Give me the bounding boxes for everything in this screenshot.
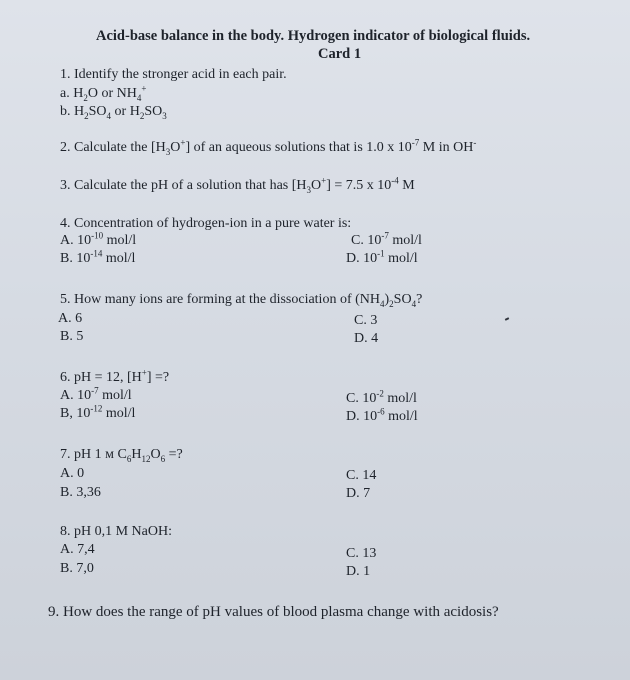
question-7-option-b: B. 3,36 [60, 485, 101, 500]
q4d-pre: D. 10 [346, 251, 378, 266]
q4a-pre: A. 10 [60, 233, 92, 248]
q4d-sup: -1 [377, 248, 385, 259]
q7-sub3: 6 [160, 453, 166, 464]
q7-part1: 7. pH 1 м C [60, 447, 127, 462]
question-7-stem [60, 447, 183, 463]
q1a-sub1: 2 [83, 92, 88, 103]
question-8-stem: 8. pH 0,1 M NaOH: [60, 524, 172, 539]
q4c-sup: -7 [381, 230, 389, 241]
question-5-option-b: B. 5 [60, 329, 84, 344]
q6-part1: 6. pH = 12, [H [60, 370, 142, 385]
q2-sup2: -7 [411, 137, 420, 148]
q4d-post: mol/l [384, 251, 418, 266]
q2-sub1: 3 [165, 146, 171, 157]
question-8-option-d: D. 1 [346, 564, 371, 579]
q1b-sub2: 4 [106, 110, 112, 121]
q7-part2: H [131, 447, 142, 462]
q6-part2: ] =? [146, 370, 170, 385]
q4c-pre: C. 10 [351, 233, 382, 248]
q5-part1: 5. How many ions are forming at the dissociation of (NH [60, 292, 380, 307]
question-1-stem: 1. Identify the stronger acid in each pair. [60, 67, 287, 82]
q4b-post: mol/l [102, 251, 136, 266]
question-4-option-a [60, 230, 137, 249]
q1b-mid2: or H [111, 104, 140, 119]
question-6-option-a [60, 385, 132, 404]
question-4-option-b [60, 248, 136, 267]
q2-part1: 2. Calculate the [H [60, 140, 166, 155]
q2-sup3: - [473, 137, 477, 148]
question-5-option-c: C. 3 [354, 313, 378, 328]
question-8-option-b: B. 7,0 [60, 561, 94, 576]
q6a-post: mol/l [98, 388, 132, 403]
q1b-sub4: 3 [162, 110, 167, 121]
q3-part2: O [311, 178, 322, 193]
q2-part2: O [170, 140, 181, 155]
q5-part2: ) [384, 292, 390, 307]
question-7-option-c: C. 14 [346, 468, 377, 483]
q5-sub1: 4 [380, 298, 385, 309]
q3-part1: 3. Calculate the pH of a solution that has [H [60, 178, 307, 193]
worksheet-title: Acid-base balance in the body. Hydrogen indicator of biological fluids. [96, 28, 531, 44]
question-6-option-d [346, 406, 418, 425]
q3-sub1: 3 [306, 184, 311, 195]
q6d-sup: -6 [377, 406, 385, 417]
q1b-sub1: 2 [84, 110, 89, 121]
question-3-stem [60, 175, 415, 195]
q6a-pre: A. 10 [60, 388, 92, 403]
question-6-option-c [346, 388, 417, 407]
q3-sup2: -4 [391, 175, 399, 186]
q5-sub3: 4 [411, 298, 417, 309]
q6b-sup: -12 [90, 403, 103, 414]
question-5-option-a: A. 6 [58, 311, 83, 326]
q6-sup1: + [141, 367, 147, 378]
question-6-option-b [60, 403, 136, 422]
question-5-option-d: D. 4 [354, 331, 379, 346]
question-9-stem: 9. How does the range of pH values of blood plasma change with acidosis? [48, 604, 499, 620]
q6d-pre: D. 10 [346, 409, 378, 424]
question-1-option-b [60, 104, 167, 120]
question-4-option-c [351, 230, 422, 249]
q5-part4: ? [416, 292, 423, 307]
question-4-stem: 4. Concentration of hydrogen-ion in a pure water is: [60, 216, 352, 231]
q7-sub2: 12 [141, 453, 151, 464]
card-label: Card 1 [318, 46, 362, 62]
q4b-sup: -14 [90, 248, 103, 259]
q6c-sup: -2 [376, 388, 384, 399]
q2-sup1: + [180, 137, 186, 148]
question-8-option-c: C. 13 [346, 546, 377, 561]
question-7-option-d: D. 7 [346, 486, 371, 501]
q6d-post: mol/l [384, 409, 418, 424]
q2-part3: ] of an aqueous solutions that is 1.0 x 10 [185, 140, 412, 155]
pen-mark [505, 317, 509, 321]
question-8-option-a: A. 7,4 [60, 542, 95, 557]
q7-part4: =? [165, 447, 183, 462]
q4c-post: mol/l [388, 233, 422, 248]
q1b-prefix: b. H [60, 104, 85, 119]
q1a-mid: O or NH [87, 86, 137, 101]
q6c-post: mol/l [383, 391, 417, 406]
q7-part3: O [150, 447, 161, 462]
q1b-sub3: 2 [139, 110, 145, 121]
q1a-sup: + [141, 83, 147, 94]
q5-sub2: 2 [389, 298, 394, 309]
q5-part3: SO [393, 292, 412, 307]
q1a-prefix: a. H [60, 86, 84, 101]
q3-part4: M [398, 178, 415, 193]
question-5-stem [60, 292, 422, 308]
q1a-sub2: 4 [136, 92, 142, 103]
q4b-pre: B. 10 [60, 251, 91, 266]
q6b-pre: B, 10 [60, 406, 91, 421]
q4a-post: mol/l [103, 233, 137, 248]
question-7-option-a: A. 0 [60, 466, 85, 481]
question-2-stem [60, 137, 477, 157]
q1b-mid3: SO [144, 104, 163, 119]
q3-part3: ] = 7.5 x 10 [326, 178, 392, 193]
q6a-sup: -7 [91, 385, 99, 396]
question-4-option-d [346, 248, 418, 267]
q7-sub1: 6 [126, 453, 132, 464]
q2-part4: M in OH [419, 140, 474, 155]
q6c-pre: C. 10 [346, 391, 377, 406]
q6b-post: mol/l [102, 406, 136, 421]
q3-sup1: + [321, 175, 327, 186]
q4a-sup: -10 [91, 230, 104, 241]
question-6-stem [60, 367, 170, 386]
q1b-mid1: SO [88, 104, 107, 119]
question-1-option-a [60, 83, 147, 103]
